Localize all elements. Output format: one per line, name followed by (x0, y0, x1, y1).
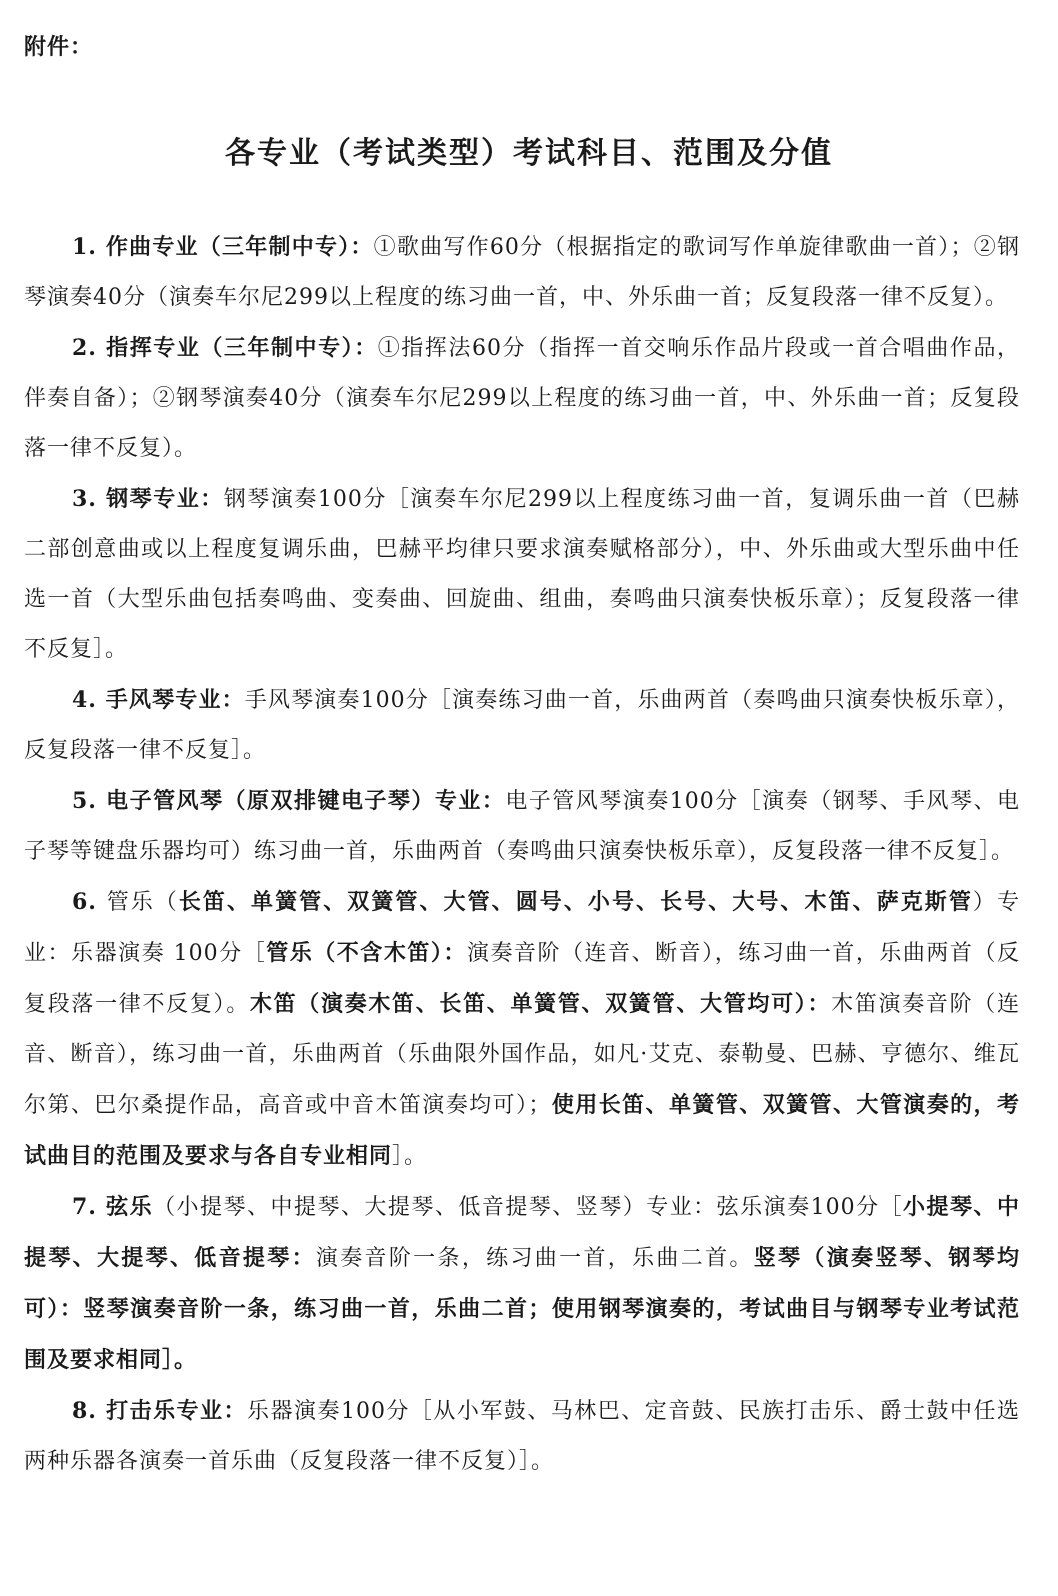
bold-text-run: 4. 手风琴专业： (72, 687, 245, 713)
paragraph-1 (24, 222, 1020, 323)
paragraph-4 (24, 675, 1020, 776)
text-run: 演奏音阶（连音、断音），练习曲一首，乐曲两首（反复段落一律不反复）。 (24, 941, 1020, 1017)
bold-text-run: 1. 作曲专业（三年制中专）： (72, 234, 374, 260)
text-run: ①歌曲写作60分（根据指定的歌词写作单旋律歌曲一首）；②钢琴演奏40分（演奏车尔尼299以上程度的练习曲一首，中、外乐曲一首；反复段落一律不反复）。 (24, 235, 1020, 310)
document-title: 各专业（考试类型）考试科目、范围及分值 (225, 136, 833, 171)
text-run: ）专业：乐器演奏 100分［ (24, 890, 1020, 966)
bold-text-run: 竖琴（演奏竖琴、钢琴均可）：竖琴演奏音阶一条，练习曲一首，乐曲二首；使用钢琴演奏的，考试曲目与钢琴专业考试范围及要求相同］。 (24, 1245, 1020, 1373)
text-run: 乐器演奏100分［从小军鼓、马林巴、定音鼓、民族打击乐、爵士鼓中任选两种乐器各演奏一首乐曲（反复段落一律不反复）］。 (24, 1399, 1020, 1474)
bold-text-run: 木笛（演奏木笛、长笛、单簧管、双簧管、大管均可）： (249, 991, 832, 1017)
text-run: 管乐（ (106, 890, 179, 915)
text-run: ①指挥法60分（指挥一首交响乐作品片段或一首合唱曲作品，伴奏自备）；②钢琴演奏40分（演奏车尔尼299以上程度的练习曲一首，中、外乐曲一首；反复段落一律不反复）。 (24, 336, 1020, 461)
bold-text-run: 2. 指挥专业（三年制中专）： (72, 335, 378, 361)
text-run: 手风琴演奏100分［演奏练习曲一首，乐曲两首（奏鸣曲只演奏快板乐章），反复段落一律不反复］。 (24, 688, 1020, 763)
text-run: 木笛演奏音阶（连音、断音），练习曲一首，乐曲两首（乐曲限外国作品，如凡·艾克、泰勒曼、巴赫、亨德尔、维瓦尔第、巴尔桑提作品，高音或中音木笛演奏均可）； (24, 992, 1020, 1118)
paragraph-5 (24, 776, 1020, 877)
document-body (24, 222, 1020, 1487)
text-run: 电子管风琴演奏100分［演奏（钢琴、手风琴、电子琴等键盘乐器均可）练习曲一首，乐曲两首（奏鸣曲只演奏快板乐章），反复段落一律不反复］。 (24, 789, 1020, 864)
text-run: （小提琴、中提琴、大提琴、低音提琴、竖琴）专业：弦乐演奏100分［ (153, 1195, 904, 1220)
bold-text-run: 8. 打击乐专业： (72, 1398, 248, 1424)
bold-text-run: 5. 电子管风琴（原双排键电子琴）专业： (72, 788, 506, 814)
bold-text-run: 使用长笛、单簧管、双簧管、大管演奏的，考试曲目的范围及要求与各自专业相同 (24, 1092, 1020, 1169)
text-run: 演奏音阶一条，练习曲一首，乐曲二首。 (315, 1246, 754, 1271)
bold-text-run: 3. 钢琴专业： (72, 486, 224, 512)
bold-text-run: 7. 弦乐 (72, 1194, 154, 1220)
bold-text-run: 6. (72, 889, 107, 915)
paragraph-2 (24, 323, 1020, 474)
paragraph-6 (24, 877, 1020, 1182)
bold-text-run: 长笛、单簧管、双簧管、大管、圆号、小号、长号、大号、木笛、萨克斯管 (178, 889, 973, 915)
bold-text-run: 小提琴、中提琴、大提琴、低音提琴： (24, 1194, 1020, 1271)
bold-text-run: 管乐（不含木笛）： (266, 940, 467, 966)
text-run: 钢琴演奏100分［演奏车尔尼299以上程度练习曲一首，复调乐曲一首（巴赫二部创意曲或以上程度复调乐曲，巴赫平均律只要求演奏赋格部分），中、外乐曲或大型乐曲中任选一首（大型乐曲包括奏鸣曲、变奏曲、回旋曲、组曲，奏鸣曲只演奏快板乐章）；反复段落一律不反复］。 (24, 487, 1020, 662)
paragraph-3 (24, 474, 1020, 675)
attachment-label: 附件： (24, 35, 94, 60)
paragraph-7 (24, 1182, 1020, 1386)
text-run: ］。 (392, 1144, 428, 1169)
paragraph-8 (24, 1386, 1020, 1487)
